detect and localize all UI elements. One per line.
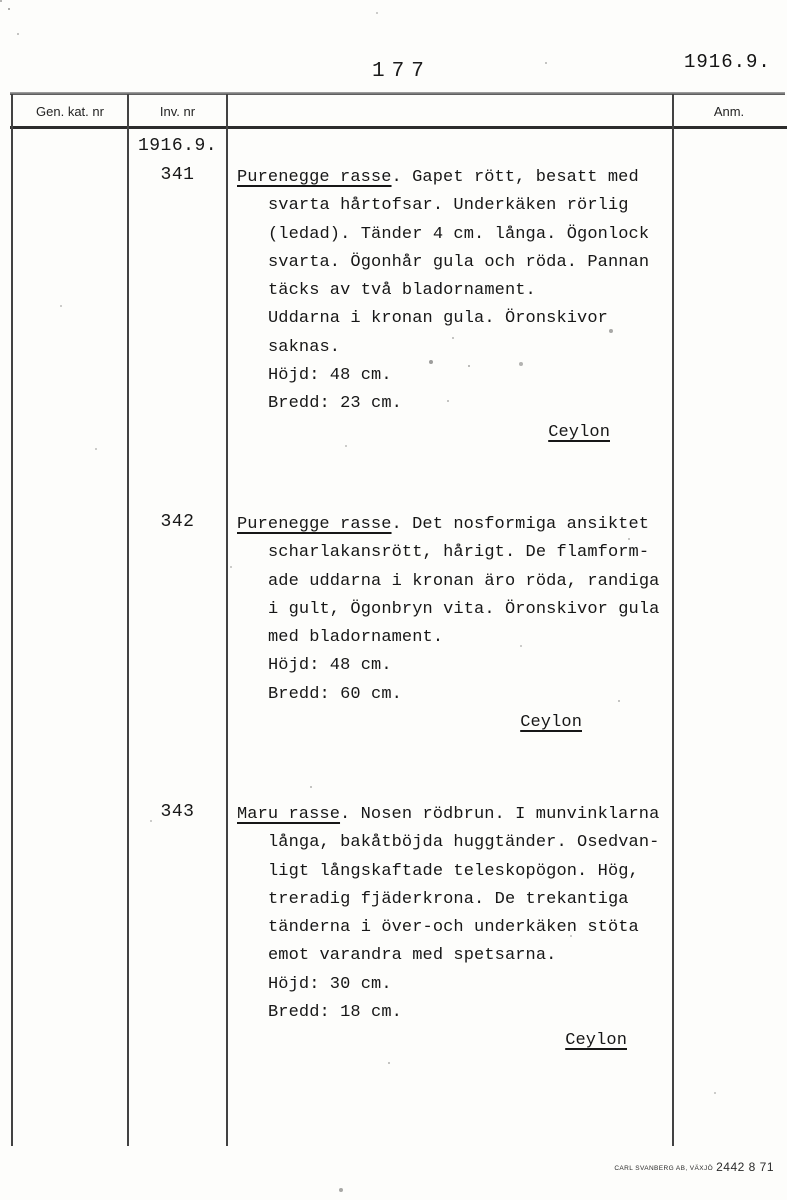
description-line: tänderna i över-och underkäken stöta [268, 918, 639, 938]
entry-341-description [237, 164, 677, 447]
entry-origin: Ceylon [548, 422, 610, 442]
description-line: treradig fjäderkrona. De trekantiga [268, 889, 629, 909]
description-line: Höjd: 48 cm. [268, 656, 392, 676]
column-divider-inv-description [226, 94, 228, 1146]
printer-name: CARL SVANBERG AB, VÄXJÖ [614, 1165, 714, 1172]
entry-341-inv-nr: 341 [160, 165, 195, 185]
description-line: Bredd: 60 cm. [268, 684, 402, 704]
description-first-line [237, 164, 677, 192]
origin-line [237, 419, 677, 447]
description-line: med bladornament. [268, 628, 444, 648]
description-line: i gult, Ögonbryn vita. Öronskivor gula [268, 599, 660, 619]
page-date-code: 1916.9. [684, 51, 771, 73]
description-line: ade uddarna i kronan äro röda, randiga [268, 571, 660, 591]
entry-first-line-rest: . Gapet rött, besatt med [391, 168, 639, 187]
entry-342-description [237, 511, 677, 737]
entry-title: Purenegge rasse [237, 515, 392, 534]
description-line: svarta hårtofsar. Underkäken rörlig [268, 196, 629, 216]
inventory-year-label: 1916.9. [137, 136, 218, 156]
description-line: emot varandra med spetsarna. [268, 946, 557, 966]
entry-title: Purenegge rasse [237, 168, 392, 187]
column-header-gen-kat-nr: Gen. kat. nr [36, 104, 104, 119]
entry-origin: Ceylon [565, 1031, 627, 1051]
description-line: saknas. [268, 337, 341, 357]
page-number: 177 [372, 60, 431, 83]
description-line: Bredd: 23 cm. [268, 394, 402, 414]
scan-noise [0, 0, 2, 2]
entry-first-line-rest: . Nosen rödbrun. I munvinklarna [340, 805, 660, 824]
entry-title: Maru rasse [237, 805, 341, 824]
description-line: Uddarna i kronan gula. Öronskivor [268, 309, 608, 329]
entry-origin: Ceylon [520, 713, 582, 733]
description-line: Höjd: 30 cm. [268, 974, 392, 994]
description-line: långa, bakåtböjda huggtänder. Osedvan- [268, 833, 660, 853]
description-line: svarta. Ögonhår gula och röda. Pannan [268, 252, 650, 272]
description-line: täcks av två bladornament. [268, 281, 536, 301]
description-line: Bredd: 18 cm. [268, 1003, 402, 1023]
description-line: Höjd: 48 cm. [268, 366, 392, 386]
entry-first-line-rest: . Det nosformiga ansiktet [391, 515, 650, 534]
entry-343-inv-nr: 343 [160, 802, 195, 822]
entry-343-description [237, 801, 677, 1056]
column-divider-genkat-inv [127, 94, 129, 1146]
description-line: scharlakansrött, hårigt. De flamform- [268, 543, 650, 563]
entry-342-inv-nr: 342 [160, 512, 195, 532]
origin-line [237, 1027, 677, 1055]
column-header-anm: Anm. [713, 104, 745, 119]
description-first-line [237, 511, 677, 539]
description-line: (ledad). Tänder 4 cm. långa. Ögonlock [268, 224, 650, 244]
printer-footer [614, 1158, 774, 1176]
description-first-line [237, 801, 677, 829]
print-code: 2442 8 71 [716, 1160, 774, 1174]
column-header-inv-nr: Inv. nr [159, 104, 196, 119]
description-line: ligt långskaftade teleskopögon. Hög, [268, 861, 639, 881]
table-left-border [11, 94, 13, 1146]
origin-line [237, 709, 677, 737]
